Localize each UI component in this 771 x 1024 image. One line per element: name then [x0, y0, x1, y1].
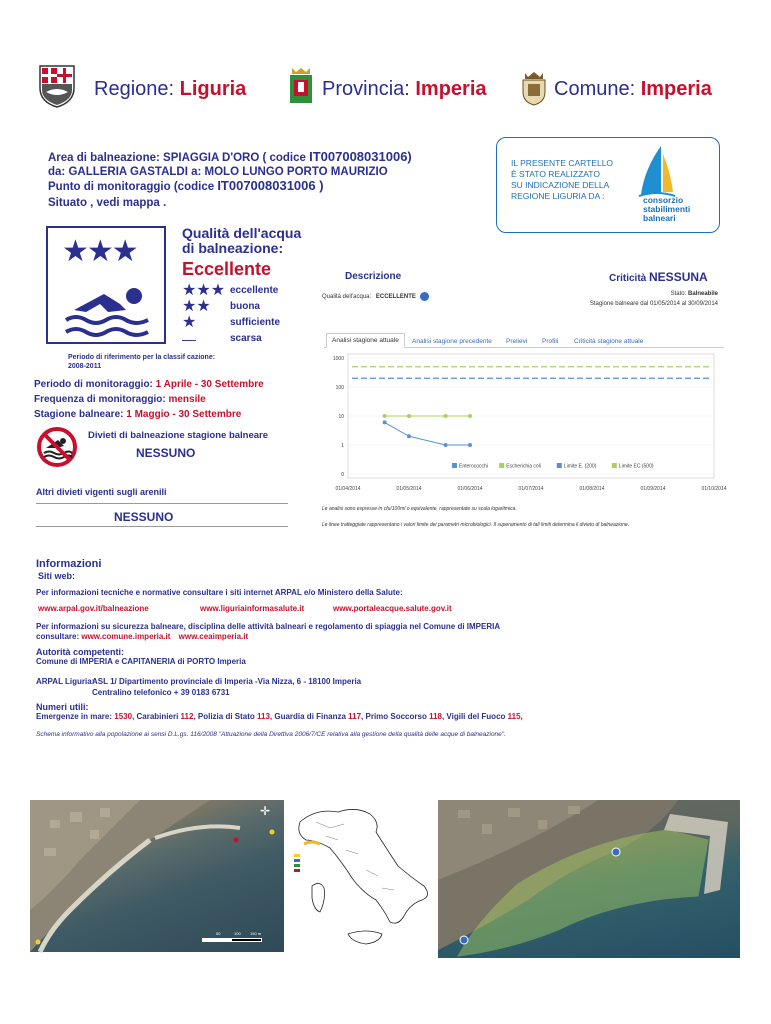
comune-label: Comune: Imperia — [554, 78, 712, 100]
consorzio-notice: IL PRESENTE CARTELLO È STATO REALIZZATO SU INDICAZIONE DELLA REGIONE LIGURIA DA : — [511, 158, 614, 201]
chart-legend-label: Limite EC (500) — [618, 463, 654, 470]
altri-divider-top — [36, 503, 288, 504]
monitoring-freq: Frequenza di monitoraggio: mensile — [34, 394, 206, 405]
chart-xtick-label: 01/08/2014 — [579, 486, 605, 492]
chart-legend-label: Limite E. (200) — [563, 463, 597, 470]
consorzio-box — [496, 137, 720, 233]
chart-ytick-label: 1000 — [332, 356, 344, 362]
chart-point — [444, 443, 448, 447]
chart-xtick-label: 01/05/2014 — [396, 486, 422, 492]
chart-ytick-label: 100 — [335, 385, 344, 391]
chart-legend-swatch — [499, 463, 504, 468]
panel-note1: Le analisi sono espresse in cfu/100ml o equivalente, rappresentate su scala logaritmica. — [322, 506, 517, 512]
chart-legend-swatch — [452, 463, 457, 468]
analysis-chart — [322, 350, 727, 496]
chart-point — [407, 414, 411, 418]
no-swimming-icon — [36, 426, 78, 468]
chart-xtick-label: 01/06/2014 — [457, 486, 483, 492]
info-sicurezza-links: consultare: www.comune.imperia.it www.ceaimperia.it — [36, 632, 249, 641]
regione-crest-icon — [38, 64, 76, 108]
map-scale-label-3: 150 m — [250, 931, 262, 936]
info-sicurezza: Per informazioni su sicurezza balneare, disciplina delle attività balneari e regolamento di spiaggia nel Comune di IMPERIA — [36, 622, 501, 631]
chart-point — [468, 443, 472, 447]
map-scale-label-1: 50 — [216, 931, 221, 936]
chart-xtick-label: 01/04/2014 — [335, 486, 361, 492]
swimmer-icon — [64, 282, 152, 338]
info-block — [36, 558, 756, 740]
panel-descrizione: Descrizione — [345, 271, 402, 282]
chart-xtick-label: 01/07/2014 — [518, 486, 544, 492]
tab-criticita[interactable]: Criticità stagione attuale — [574, 338, 644, 345]
quality-value: Eccellente — [182, 259, 272, 279]
panel-note2: Le linee tratteggiate rappresentano i valori limite dei parametri microbiologici. Il superamento di tali limiti determina il divieto di balneazione. — [322, 522, 630, 528]
panel-qualita: Qualità dell'acqua: ECCELLENTE — [322, 292, 429, 301]
panel-stato: Stato: Balneabile — [670, 291, 718, 297]
info-siti-title: Siti web: — [38, 571, 76, 581]
chart-point — [383, 420, 387, 424]
link-comune-imperia[interactable]: www.comune.imperia.it — [81, 632, 171, 641]
chart-legend-label: Enterococchi — [459, 463, 488, 470]
comune-crest-icon — [520, 70, 548, 106]
tab-prelievi[interactable]: Prelievi — [506, 338, 528, 345]
regione-label: Regione: Liguria — [94, 78, 247, 100]
compass-icon: ✛ — [260, 804, 271, 818]
three-stars-icon: ★★★ — [62, 235, 137, 268]
chart-legend-label: Escherichia coli — [506, 463, 541, 470]
chart-point — [468, 414, 472, 418]
chart-ytick-label: 1 — [341, 443, 344, 449]
info-autorita-text: Comune di IMPERIA e CAPITANERIA di PORTO Imperia — [36, 657, 246, 666]
chart-point — [444, 414, 448, 418]
chart-ytick-label: 10 — [338, 414, 344, 420]
divieti-title: Divieti di balneazione stagione balneare — [88, 430, 269, 441]
legend-label-1: sufficiente — [230, 317, 281, 328]
info-title: Informazioni — [36, 558, 102, 570]
info-arpal: ARPAL Liguria: ASL 1/ Dipartimento provinciale di Imperia -Via Nizza, 6 - 18100 Imperia Centralino telefonico + 39 0183 6731 — [36, 677, 362, 697]
italy-map — [286, 800, 438, 960]
altri-divieti-title: Altri divieti vigenti sugli arenili — [36, 487, 167, 497]
provincia-crest-icon — [286, 66, 316, 106]
altri-divieti-value: NESSUNO — [114, 510, 174, 524]
chart-ytick-label: 0 — [341, 472, 344, 478]
tab-analisi-attuale[interactable]: Analisi stagione attuale — [326, 333, 405, 348]
map-scale-bar — [202, 938, 262, 942]
chart-point — [407, 434, 411, 438]
area-line2: da: GALLERIA GASTALDI a: MOLO LUNGO PORTO MAURIZIO — [48, 166, 388, 178]
area-line1: Area di balneazione: SPIAGGIA D'ORO ( codice IT007008031006) — [48, 149, 412, 164]
chart-xtick-label: 01/10/2014 — [701, 486, 727, 492]
link-portaleacque[interactable]: www.portaleacque.salute.gov.it — [333, 604, 452, 613]
chart-xtick-label: 01/09/2014 — [640, 486, 666, 492]
info-siti-text: Per informazioni tecniche e normative consultare i siti internet ARPAL e/o Ministero della Salute: — [36, 588, 403, 597]
info-emergenze: Emergenze in mare: 1530, Carabinieri 112, Polizia di Stato 113, Guardia di Finanza 117, Primo Soccorso 118, Vigili del Fuoco 115, — [36, 712, 523, 721]
info-autorita-title: Autorità competenti: — [36, 647, 125, 657]
legend-label-3: eccellente — [230, 285, 279, 296]
chart-legend-swatch — [612, 463, 617, 468]
chart-point — [383, 414, 387, 418]
aerial-map-left[interactable] — [30, 800, 284, 952]
monitoring-period: Periodo di monitoraggio: 1 Aprile - 30 Settembre — [34, 379, 264, 390]
legend-stars-2: ★★ — [182, 298, 211, 315]
chart-legend-swatch — [557, 463, 562, 468]
map-scale-label-2: 100 — [234, 931, 241, 936]
consorzio-sail-icon — [637, 144, 677, 198]
altri-divider-bottom — [36, 526, 288, 527]
ref-period: Periodo di riferimento per la classif cazione: 2008-2011 — [68, 354, 216, 370]
info-links-row — [36, 604, 756, 616]
legend-stars-3: ★★★ — [182, 282, 226, 299]
link-ceaimperia[interactable]: www.ceaimperia.it — [178, 632, 249, 641]
quality-title: Qualità dell'acqua di balneazione: — [182, 225, 302, 256]
consorzio-logo-text: consorzio stabilimenti balneari — [643, 195, 691, 223]
legend-stars-0: — — [182, 331, 196, 347]
info-schema: Schema informativo alla popolazione ai sensi D.L.gs. 116/2008 "Attuazione della Direttiva 2006/7/CE relativa alla gestione della qualità delle acque di balneazione". — [36, 731, 506, 738]
area-line4: Situato , vedi mappa . — [48, 197, 167, 209]
monitoring-season: Stagione balneare: 1 Maggio - 30 Settembre — [34, 409, 242, 420]
qualita-badge-icon — [420, 292, 429, 301]
area-line3: Punto di monitoraggio (codice IT007008031006 ) — [48, 178, 324, 193]
quality-badge — [46, 226, 166, 344]
divieti-value: NESSUNO — [136, 446, 196, 460]
legend-label-2: buona — [230, 301, 260, 312]
area-info — [48, 150, 412, 210]
info-numeri-title: Numeri utili: — [36, 702, 89, 712]
monitoring-info — [34, 377, 264, 422]
link-liguriainformasalute[interactable]: www.liguriainformasalute.it — [200, 604, 305, 613]
legend-stars-1: ★ — [182, 314, 197, 331]
panel-stagione: Stagione balneare dal 01/05/2014 al 30/09/2014 — [589, 301, 718, 307]
provincia-label: Provincia: Imperia — [322, 78, 487, 100]
link-arpal[interactable]: www.arpal.gov.it/balneazione — [38, 604, 149, 613]
legend-label-0: scarsa — [230, 333, 262, 344]
tab-analisi-precedente[interactable]: Analisi stagione precedente — [412, 338, 492, 345]
panel-criticita: Criticità NESSUNA — [609, 270, 708, 284]
aerial-map-right[interactable] — [438, 800, 740, 958]
tab-profili[interactable]: Profili — [542, 338, 559, 345]
